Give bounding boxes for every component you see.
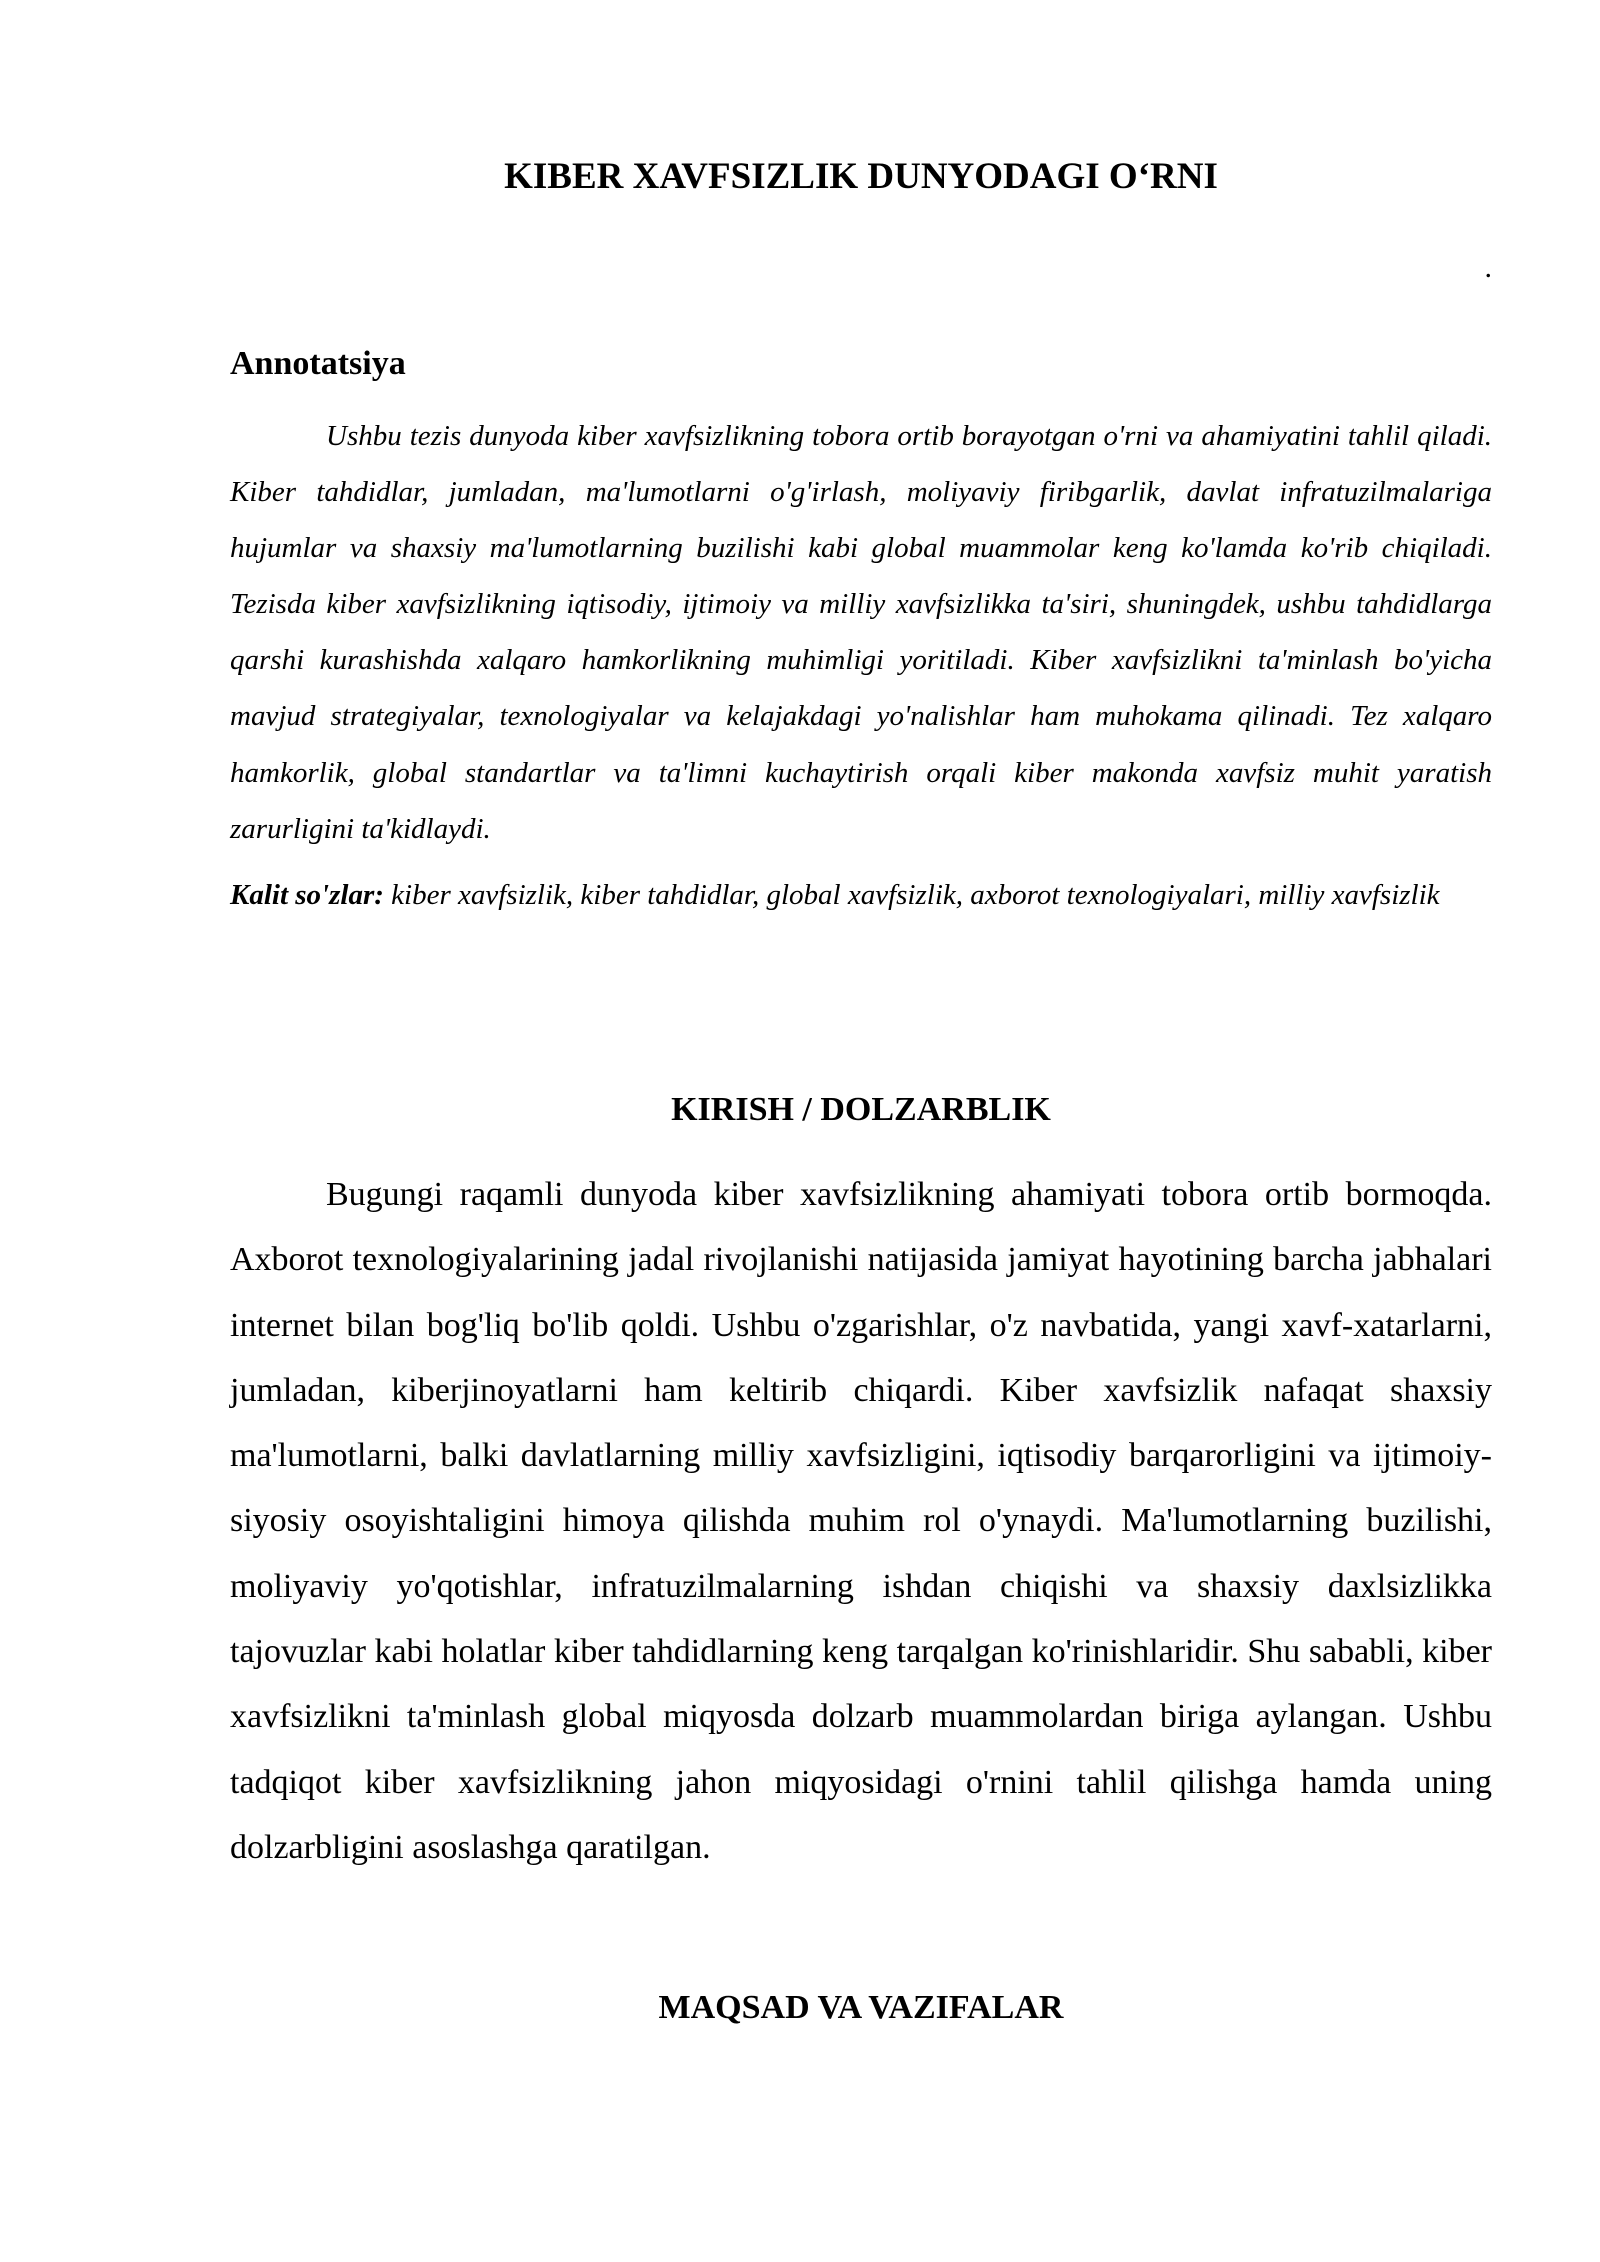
paper-title: KIBER XAVFSIZLIK DUNYODAGI O‘RNI	[504, 156, 1218, 197]
intro-text: Bugungi raqamli dunyoda kiber xavfsizlikning ahamiyati tobora ortib bormoqda. Axborot texnologiyalarining jadal rivojlanishi natijasida jamiyat hayotining barcha jabhalari internet bilan bog'liq bo'lib qoldi. Ushbu o'zgarishlar, o'z navbatida, yangi xavf-xatarlarni, jumladan, kiberjinoyatlarni ham keltirib chiqardi. Kiber xavfsizlik nafaqat shaxsiy ma'lumotlarni, balki davlatlarning milliy xavfsizligini, iqtisodiy barqarorligini va ijtimoiy-siyosiy osoyishtaligini himoya qilishda muhim rol o'ynaydi. Ma'lumotlarning buzilishi, moliyaviy yo'qotishlar, infratuzilmalarning ishdan chiqishi va shaxsiy daxlsizlikka tajovuzlar kabi holatlar kiber tahdidlarning keng tarqalgan ko'rinishlaridir. Shu sababli, kiber xavfsizlikni ta'minlash global miqyosda dolzarb muammolardan biriga aylangan. Ushbu tadqiqot kiber xavfsizlikning jahon miqyosidagi o'rnini tahlil qilishga hamda uning dolzarbligini asoslashga qaratilgan.	[230, 1176, 1492, 1866]
goals-heading: MAQSAD VA VAZIFALAR	[658, 1989, 1064, 2026]
dot-mark: .	[1484, 251, 1492, 284]
keywords-label: Kalit so'zlar:	[230, 879, 384, 911]
intro-heading: KIRISH / DOLZARBLIK	[671, 1091, 1051, 1128]
keywords-text: kiber xavfsizlik, kiber tahdidlar, global xavfsizlik, axborot texnologiyalari, milliy xavfsizlik	[383, 879, 1440, 911]
abstract-text: Ushbu tezis dunyoda kiber xavfsizlikning tobora ortib borayotgan o'rni va ahamiyatini tahlil qiladi. Kiber tahdidlar, jumladan, ma'lumotlarni o'g'irlash, moliyaviy firibgarlik, davlat infratuzilmalariga hujumlar va shaxsiy ma'lumotlarning buzilishi kabi global muammolar keng ko'lamda ko'rib chiqiladi. Tezisda kiber xavfsizlikning iqtisodiy, ijtimoiy va milliy xavfsizlikka ta'siri, shuningdek, ushbu tahdidlarga qarshi kurashishda xalqaro hamkorlikning muhimligi yoritiladi. Kiber xavfsizlikni ta'minlash bo'yicha mavjud strategiyalar, texnologiyalar va kelajakdagi yo'nalishlar ham muhokama qilinadi. Tez xalqaro hamkorlik, global standartlar va ta'limni kuchaytirish orqali kiber makonda xavfsiz muhit yaratish zarurligini ta'kidlaydi.	[230, 420, 1492, 845]
document-page	[230, 0, 1492, 2262]
abstract-heading: Annotatsiya	[230, 345, 406, 382]
keywords-paragraph	[230, 868, 1492, 922]
